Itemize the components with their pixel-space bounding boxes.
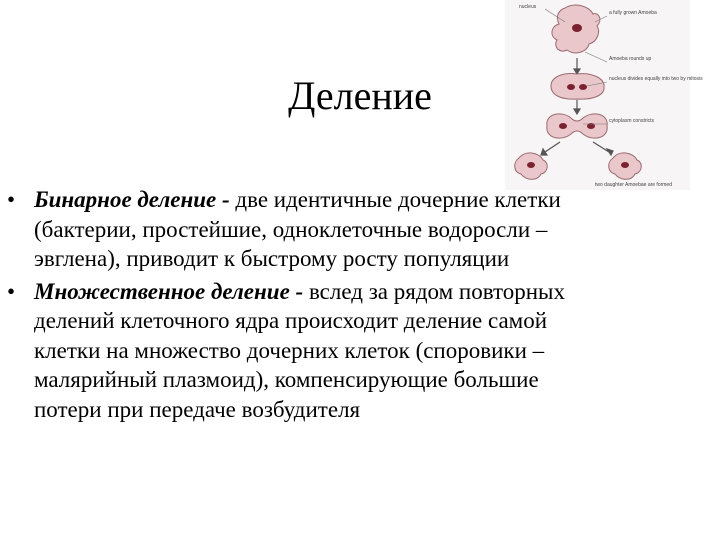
figure-label-grown: a fully grown Amoeba [609, 10, 657, 16]
figure-label-divides: nucleus divides equally into two by mitosis [609, 76, 703, 82]
amoeba-division-diagram [505, 0, 703, 190]
bullet-marker: • [7, 278, 16, 304]
bullet-term: Бинарное деление - [34, 187, 230, 212]
bullet-binary-division [0, 185, 610, 274]
bullet-multiple-division [0, 277, 610, 425]
bullet-text: две идентичные дочерние клетки (бактерии, простейшие, одноклеточные водоросли – эвглена), приводит к быстрому росту популяции [34, 187, 561, 271]
bullet-marker: • [7, 187, 16, 212]
bullet-term: Множественное деление - [34, 278, 304, 304]
slide-title: Деление [288, 73, 432, 118]
bullet-list [0, 185, 610, 427]
bullet-text: вслед за рядом повторных делений клеточного ядра происходит деление самой клетки на множество дочерних клеток (споровики – малярийный плазмоид), компенсирующие большие потери при передаче возбудителя [34, 278, 566, 422]
figure-label-daughters: two daughter Amoebae are formed [595, 182, 672, 188]
amoeba-stage-2 [551, 74, 604, 100]
figure-label-nucleus: nucleus [519, 4, 537, 10]
figure-label-constricts: cytoplasm constricts [609, 118, 655, 124]
figure-label-rounds: Amoeba rounds up [609, 56, 652, 62]
